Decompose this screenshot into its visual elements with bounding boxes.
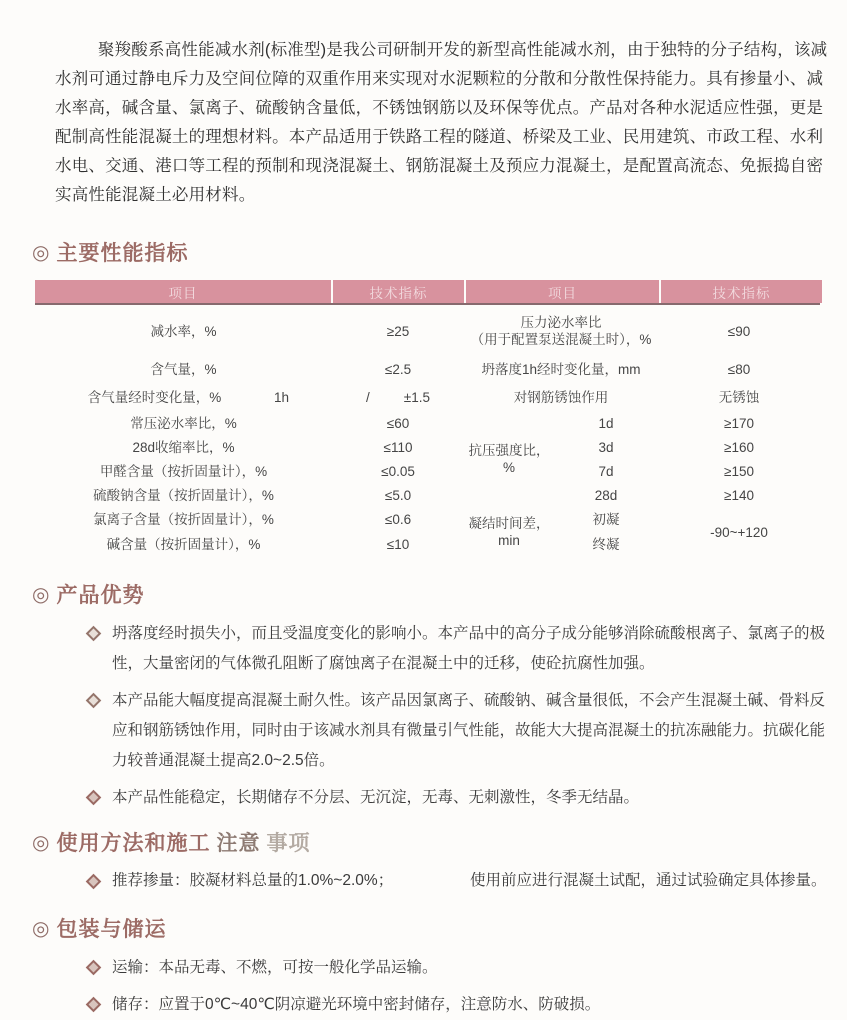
performance-table-header <box>35 280 820 305</box>
strength-day: 28d <box>594 487 618 503</box>
section-title-usage <box>32 827 831 857</box>
header-spec-right: 技术指标 <box>661 280 822 303</box>
usage-title-part-a: 使用方法和施工 <box>56 832 211 855</box>
section-title-performance-label: 主要性能指标 <box>56 242 189 265</box>
table-cell-value <box>332 384 464 411</box>
advantage-text: 本产品性能稳定，长期储存不分层、无沉淀，无毒、无刺激性，冬季无结晶。 <box>112 789 640 806</box>
table-cell-value: ≤5.0 <box>384 487 412 503</box>
table-cell-value: ≤110 <box>383 439 413 455</box>
setting-time-label: 凝结时间差，min <box>468 516 550 548</box>
usage-title-part-b: 注意 <box>216 832 261 855</box>
table-cell-label: 坍落度1h经时变化量，mm <box>481 361 641 377</box>
table-cell-value: ≤90 <box>727 323 751 339</box>
setting-final: 终凝 <box>592 536 620 552</box>
table-cell-label: 碱含量（按折固量计），% <box>106 536 261 552</box>
table-cell-value: ≤2.5 <box>384 361 412 377</box>
section-title-advantages <box>32 579 831 609</box>
strength-value: ≥140 <box>724 487 754 503</box>
section-title-packaging <box>32 913 831 943</box>
list-item <box>88 686 831 776</box>
list-item <box>88 783 831 813</box>
table-cell-value: ≤60 <box>386 415 410 431</box>
table-cell-label: 甲醛含量（按折固量计），% <box>99 463 268 479</box>
table-cell-label <box>464 308 658 354</box>
table-cell-label: 28d收缩率比，% <box>132 439 235 455</box>
double-circle-bullet-icon: ◎ <box>32 241 51 264</box>
advantage-text: 坍落度经时损失小，而且受温度变化的影响小。本产品中的高分子成分能够消除硫酸根离子、氯离子的极性，大量密闭的气体微孔阻断了腐蚀离子在混凝土中的迁移，使砼抗腐性加强。 <box>112 625 826 672</box>
packaging-list <box>55 953 831 1020</box>
table-cell-value: 无锈蚀 <box>718 390 760 405</box>
double-circle-bullet-icon: ◎ <box>32 917 51 940</box>
double-circle-bullet-icon: ◎ <box>32 831 51 854</box>
list-item <box>88 953 831 983</box>
table-cell-label: 含气量，% <box>150 361 217 377</box>
diamond-bullet-icon <box>86 626 102 642</box>
usage-title-part-c: 事项 <box>266 832 311 855</box>
diamond-bullet-icon <box>86 790 102 806</box>
diamond-bullet-icon <box>86 693 102 709</box>
intro-paragraph: 聚羧酸系高性能减水剂(标准型)是我公司研制开发的新型高性能减水剂，由于独特的分子结构，该减水剂可通过静电斥力及空间位障的双重作用来实现对水泥颗粒的分散和分散性保持能力。具有掺量小、减水率高，碱含量、氯离子、硫酸钠含量低，不锈蚀钢筋以及环保等优点。产品对各种水泥适应性强，更是配制高性能混凝土的理想材料。本产品适用于铁路工程的隧道、桥梁及工业、民用建筑、市政工程、水利水电、交通、港口等工程的预制和现浇混凝土、钢筋混凝土及预应力混凝土，是配置高流态、免振捣自密实高性能混凝土必用材料。 <box>55 41 828 204</box>
header-spec-left: 技术指标 <box>333 280 464 303</box>
storage-text: 储存：应置于0℃~40℃阴凉避光环境中密封储存，注意防水、防破损。 <box>112 996 601 1013</box>
strength-day: 1d <box>598 415 614 431</box>
table-cell-label: 常压泌水率比，% <box>130 415 237 431</box>
strength-value: ≥160 <box>724 439 754 455</box>
trial-mix-note-text: 使用前应进行混凝土试配，通过试验确定具体掺量。 <box>470 872 827 889</box>
air-content-change-time: 1h <box>274 390 290 405</box>
setting-value: -90~+120 <box>710 524 768 540</box>
recommended-dosage-text: 推荐掺量：胶凝材料总量的1.0%~2.0%； <box>112 872 394 889</box>
advantage-text: 本产品能大幅度提高混凝土耐久性。该产品因氯离子、硫酸钠、碱含量很低，不会产生混凝土碱、骨料反应和钢筋锈蚀作用，同时由于该减水剂具有微量引气性能，故能大大提高混凝土的抗冻融能力。抗碳化能力较普通混凝土提高2.0~2.5倍。 <box>112 692 826 769</box>
pressure-bleeding-line2: （用于配置泵送混凝土时），% <box>470 332 652 347</box>
performance-table-body <box>35 305 820 557</box>
table-cell-label <box>35 384 332 411</box>
table-cell-value: ≤0.05 <box>381 463 415 479</box>
table-cell-value: ≤0.6 <box>384 511 412 527</box>
section-title-advantages-label: 产品优势 <box>56 584 145 607</box>
strength-value: ≥170 <box>724 415 754 431</box>
header-item-right: 项目 <box>466 280 659 303</box>
transport-text: 运输：本品无毒、不燃，可按一般化学品运输。 <box>112 959 438 976</box>
table-cell-value: ≤80 <box>727 361 751 377</box>
header-item-left: 项目 <box>35 280 331 303</box>
setting-initial: 初凝 <box>592 511 620 527</box>
advantages-list <box>55 619 831 813</box>
strength-value: ≥150 <box>724 463 754 479</box>
air-content-change-label: 含气量经时变化量，% <box>87 390 222 405</box>
air-content-change-slash: / <box>366 390 370 405</box>
table-cell-label: 氯离子含量（按折固量计），% <box>93 511 274 527</box>
table-cell-label: 减水率，% <box>150 323 217 339</box>
performance-table <box>35 280 820 557</box>
diamond-bullet-icon <box>86 997 102 1013</box>
double-circle-bullet-icon: ◎ <box>32 583 51 606</box>
table-cell-value: ≥25 <box>386 323 410 339</box>
air-content-change-value: ±1.5 <box>403 390 430 405</box>
diamond-bullet-icon <box>86 874 102 890</box>
strength-day: 3d <box>598 439 614 455</box>
table-cell-label: 硫酸钠含量（按折固量计），% <box>93 487 274 503</box>
section-title-packaging-label: 包装与储运 <box>56 918 167 941</box>
list-item <box>88 619 831 679</box>
strength-day: 7d <box>598 463 614 479</box>
section-title-performance <box>32 237 831 267</box>
list-item <box>88 990 831 1020</box>
diamond-bullet-icon <box>86 960 102 976</box>
pressure-bleeding-line1: 压力泌水率比 <box>520 315 602 330</box>
usage-recommendation-line <box>55 867 831 895</box>
table-cell-label: 对钢筋锈蚀作用 <box>513 390 609 405</box>
table-cell-value: ≤10 <box>386 536 410 552</box>
compressive-strength-label: 抗压强度比，% <box>468 443 550 475</box>
